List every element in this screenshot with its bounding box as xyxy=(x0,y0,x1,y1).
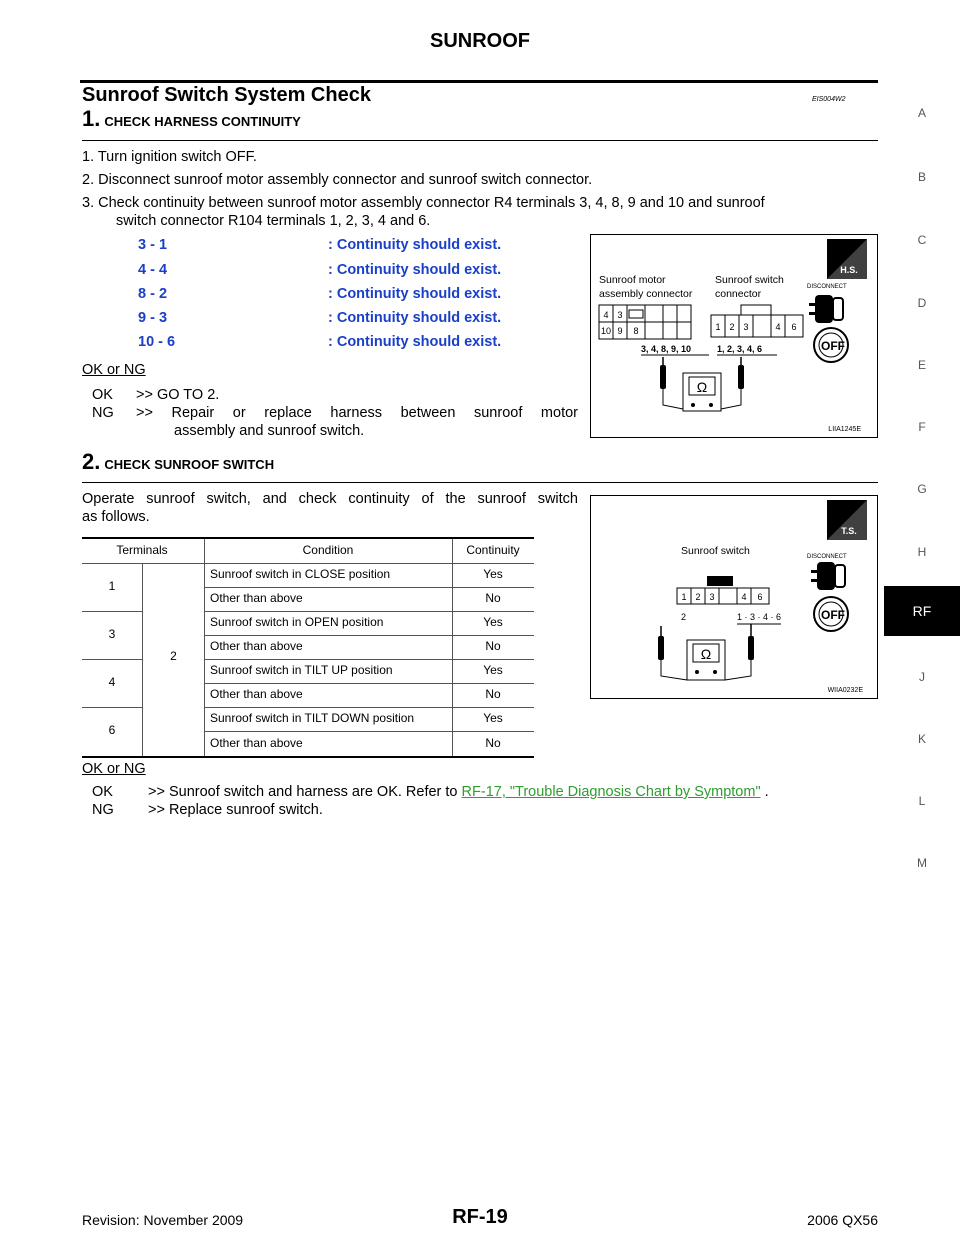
continuity-pair-4: 9 - 3 xyxy=(138,310,168,326)
terminal-6: 6 xyxy=(108,723,116,737)
step-1-ng-text: >> Repair or replace harness between sunroof motor xyxy=(136,405,578,421)
step-2-ok-line xyxy=(148,784,769,800)
continuity-pair-2: 4 - 4 xyxy=(138,262,168,278)
ok-or-ng-2: OK or NG xyxy=(82,761,146,777)
probe-right xyxy=(738,365,744,389)
side-tab-g[interactable]: G xyxy=(917,482,927,496)
ok-or-ng-1: OK or NG xyxy=(82,362,146,378)
ignition-off-icon xyxy=(814,328,848,362)
header-rule xyxy=(80,80,878,83)
th-continuity: Continuity xyxy=(466,543,520,557)
figure-2-code: WIIA0232E xyxy=(827,687,863,694)
condition-cell: Sunroof switch in TILT UP position xyxy=(210,663,393,677)
step-1-rule xyxy=(82,140,878,141)
footer-model: 2006 QX56 xyxy=(807,1212,878,1228)
step-1-ok-label: OK xyxy=(92,387,113,403)
continuity-result-4: : Continuity should exist. xyxy=(328,310,502,326)
motor-pin-8: 8 xyxy=(633,326,639,336)
condition-cell: Other than above xyxy=(210,687,303,701)
step-2-title: CHECK SUNROOF SWITCH xyxy=(104,457,275,472)
side-tab-c[interactable]: C xyxy=(917,233,927,247)
motor-pin-4: 4 xyxy=(603,310,609,320)
condition-cell: Other than above xyxy=(210,639,303,653)
probe-right-2 xyxy=(748,636,754,660)
instruction-3: 3. Check continuity between sunroof motor assembly connector R4 terminals 3, 4, 8, 9 and 10 and sunroof xyxy=(82,195,765,211)
harness-diagram xyxy=(591,235,877,437)
instruction-1: 1. Turn ignition switch OFF. xyxy=(82,149,257,165)
switch2-pin-4: 4 xyxy=(741,592,747,602)
ohm-symbol: Ω xyxy=(696,379,708,395)
ohm-symbol-2: Ω xyxy=(700,646,712,662)
continuity-table xyxy=(82,537,534,758)
right-terminals-label: 1 · 3 · 4 · 6 xyxy=(737,612,782,622)
side-tab-j[interactable]: J xyxy=(919,670,925,684)
hs-label: H.S. xyxy=(840,265,858,275)
disconnect-plug-icon xyxy=(809,295,843,323)
step-1-ng-text-cont: assembly and sunroof switch. xyxy=(174,423,365,439)
switch-pin-1: 1 xyxy=(715,322,721,332)
side-tab-b[interactable]: B xyxy=(917,170,926,184)
switch-connector xyxy=(711,305,803,337)
side-tab-k[interactable]: K xyxy=(917,732,926,746)
step-2-rule xyxy=(82,482,878,483)
step-2-ng-label: NG xyxy=(92,802,114,818)
step-2-ok-suffix: . xyxy=(764,784,769,800)
section-title: Sunroof Switch System Check xyxy=(82,84,371,106)
label-motor-1: Sunroof motor xyxy=(599,274,666,286)
probe-left-2 xyxy=(658,636,664,660)
side-tab-f[interactable]: F xyxy=(918,420,926,434)
side-tab-l[interactable]: L xyxy=(918,794,926,808)
th-condition: Condition xyxy=(302,543,354,557)
disconnect-label: DISCONNECT xyxy=(807,284,847,290)
switch-terminals-label: 1, 2, 3, 4, 6 xyxy=(717,344,763,354)
off-label-2: OFF xyxy=(821,608,845,622)
step-2-heading xyxy=(82,449,274,475)
step-2-intro-2: as follows. xyxy=(82,509,150,525)
switch-pin-3: 3 xyxy=(743,322,749,332)
switch-pin-2: 2 xyxy=(729,322,735,332)
continuity-cell: Yes xyxy=(483,567,503,581)
side-tab-e[interactable]: E xyxy=(917,358,926,372)
side-tab-h[interactable]: H xyxy=(917,545,927,559)
left-terminal-label: 2 xyxy=(681,612,687,622)
switch2-pin-6: 6 xyxy=(757,592,763,602)
probe-left xyxy=(660,365,666,389)
step-2-intro-1: Operate sunroof switch, and check continuity of the sunroof switch xyxy=(82,491,578,507)
side-tab-a[interactable]: A xyxy=(917,106,926,120)
step-1-ng-label: NG xyxy=(92,405,114,421)
section-code: EIS004W2 xyxy=(812,96,846,103)
th-terminals: Terminals xyxy=(116,543,168,557)
side-tab-d[interactable]: D xyxy=(917,296,927,310)
motor-pin-10: 10 xyxy=(600,326,612,336)
continuity-cell: Yes xyxy=(483,663,503,677)
continuity-pair-1: 3 - 1 xyxy=(138,237,168,253)
step-1-number: 1. xyxy=(82,106,101,131)
ts-label: T.S. xyxy=(841,526,857,536)
continuity-pair-3: 8 - 2 xyxy=(138,286,168,302)
motor-pin-3: 3 xyxy=(617,310,623,320)
step-1-heading xyxy=(82,106,301,132)
page-header-title: SUNROOF xyxy=(430,30,530,52)
switch2-pin-3: 3 xyxy=(709,592,715,602)
footer-revision: Revision: November 2009 xyxy=(82,1212,244,1228)
side-tab-rf[interactable]: RF xyxy=(884,586,960,636)
motor-pin-9: 9 xyxy=(617,326,623,336)
common-terminal: 2 xyxy=(170,649,177,663)
condition-cell: Other than above xyxy=(210,591,303,605)
continuity-result-2: : Continuity should exist. xyxy=(328,262,502,278)
continuity-cell: No xyxy=(485,591,501,605)
continuity-result-5: : Continuity should exist. xyxy=(328,334,502,350)
instruction-3-cont: switch connector R104 terminals 1, 2, 3, 4 and 6. xyxy=(116,213,431,229)
footer-page-number: RF-19 xyxy=(452,1206,508,1228)
terminal-3: 3 xyxy=(108,627,116,641)
switch2-pin-2: 2 xyxy=(695,592,701,602)
condition-cell: Sunroof switch in CLOSE position xyxy=(210,567,391,581)
label-switch-2: connector xyxy=(715,288,762,300)
disconnect-plug-icon xyxy=(811,562,845,590)
continuity-result-3: : Continuity should exist. xyxy=(328,286,502,302)
step-1-title: CHECK HARNESS CONTINUITY xyxy=(104,114,301,129)
switch-connector-2 xyxy=(677,576,769,604)
condition-cell: Other than above xyxy=(210,736,303,750)
rf-17-link[interactable]: RF-17, "Trouble Diagnosis Chart by Symptom" xyxy=(461,784,761,800)
figure-sunroof-switch xyxy=(590,495,878,699)
side-tab-m[interactable]: M xyxy=(917,856,927,870)
step-1-ok-text: >> GO TO 2. xyxy=(136,387,220,403)
motor-connector xyxy=(599,305,691,339)
continuity-cell: No xyxy=(485,736,501,750)
switch-pin-6: 6 xyxy=(791,322,797,332)
step-2-ng-text: >> Replace sunroof switch. xyxy=(148,802,323,818)
label-motor-2: assembly connector xyxy=(599,288,693,300)
disconnect-label-2: DISCONNECT xyxy=(807,554,847,560)
sunroof-switch-label: Sunroof switch xyxy=(681,545,750,557)
terminal-4: 4 xyxy=(108,675,116,689)
step-2-ok-text: >> Sunroof switch and harness are OK. Refer to xyxy=(148,784,458,800)
switch-pin-4: 4 xyxy=(775,322,781,332)
step-2-number: 2. xyxy=(82,449,101,474)
condition-cell: Sunroof switch in OPEN position xyxy=(210,615,384,629)
instruction-2: 2. Disconnect sunroof motor assembly connector and sunroof switch connector. xyxy=(82,172,593,188)
off-label: OFF xyxy=(821,339,845,353)
label-switch-1: Sunroof switch xyxy=(715,274,784,286)
figure-harness-continuity xyxy=(590,234,878,438)
continuity-cell: No xyxy=(485,639,501,653)
condition-cell: Sunroof switch in TILT DOWN position xyxy=(210,711,415,725)
terminal-1: 1 xyxy=(108,579,116,593)
step-2-ok-label: OK xyxy=(92,784,113,800)
switch2-pin-1: 1 xyxy=(681,592,687,602)
continuity-pair-5: 10 - 6 xyxy=(138,334,176,350)
ignition-off-icon xyxy=(814,597,848,631)
continuity-cell: Yes xyxy=(483,615,503,629)
continuity-cell: Yes xyxy=(483,711,503,725)
continuity-result-1: : Continuity should exist. xyxy=(328,237,502,253)
motor-terminals-label: 3, 4, 8, 9, 10 xyxy=(641,344,692,354)
continuity-cell: No xyxy=(485,687,501,701)
switch-diagram xyxy=(591,496,877,698)
figure-1-code: LIIA1245E xyxy=(828,426,861,433)
